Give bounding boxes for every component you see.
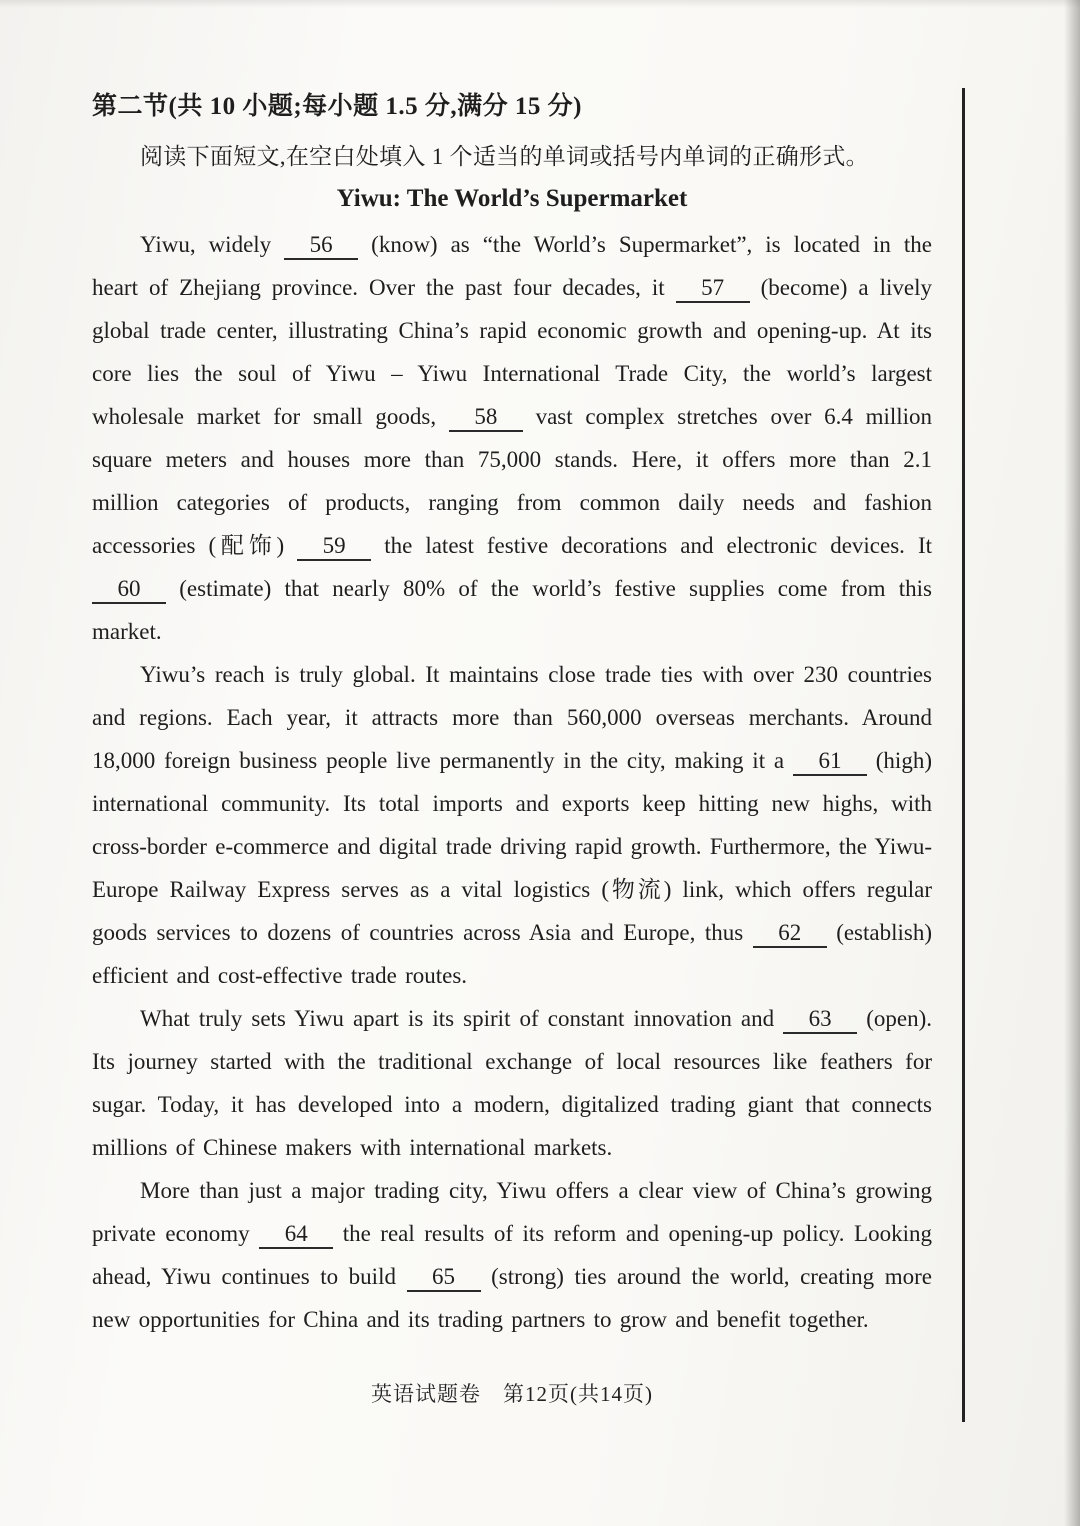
section-header: 第二节(共 10 小题;每小题 1.5 分,满分 15 分): [92, 93, 582, 120]
blank-56: 56: [284, 231, 358, 260]
blank-62: 62: [753, 919, 827, 948]
scan-edge-shadow: [1064, 0, 1080, 1526]
blank-64: 64: [259, 1220, 333, 1249]
right-border-rule: [962, 88, 965, 1422]
paragraph: More than just a major trading city, Yiwu offers a clear view of China’s growing private economy 64 the real results of its reform and opening-up policy. Looking ahead, Yiwu continues to build 65 (strong) ties around the world, creating more new opportunities for China and its trading partners to grow and benefit together.: [92, 1178, 932, 1332]
blank-63: 63: [783, 1005, 857, 1034]
blank-65: 65: [407, 1263, 481, 1292]
blank-57: 57: [676, 274, 750, 303]
page-content: [92, 86, 932, 1341]
passage: [92, 223, 932, 1341]
paragraph: Yiwu, widely 56 (know) as “the World’s Supermarket”, is located in the heart of Zhejiang province. Over the past four decades, it 57 (become) a lively global trade center, illustrating China’s rapid economic growth and opening-up. At its core lies the soul of Yiwu – Yiwu International Trade City, the world’s largest wholesale market for small goods, 58 vast complex stretches over 6.4 million square meters and houses more than 75,000 stands. Here, it offers more than 2.1 million categories of products, ranging from common daily needs and fashion accessories (配饰) 59 the latest festive decorations and electronic devices. It 60 (estimate) that nearly 80% of the world’s festive supplies come from this market.: [92, 232, 933, 644]
paragraph: Yiwu’s reach is truly global. It maintains close trade ties with over 230 countries and regions. Each year, it attracts more than 560,000 overseas merchants. Around 18,000 foreign business people live permanently in the city, making it a 61 (high) international community. Its total imports and exports keep hitting new highs, with cross-border e-commerce and digital trade driving rapid growth. Furthermore, the Yiwu-Europe Railway Express serves as a vital logistics (物流) link, which offers regular goods services to dozens of countries across Asia and Europe, thus 62 (establish) efficient and cost-effective trade routes.: [92, 662, 932, 988]
passage-title: Yiwu: The World’s Supermarket: [336, 185, 688, 212]
blank-59: 59: [297, 532, 371, 561]
section-instruction: 阅读下面短文,在空白处填入 1 个适当的单词或括号内单词的正确形式。: [140, 144, 869, 169]
blank-60: 60: [92, 575, 166, 604]
scan-top-shadow: [0, 0, 1080, 8]
blank-58: 58: [449, 403, 523, 432]
page-footer: 英语试题卷 第12页(共14页): [371, 1382, 653, 1406]
blank-61: 61: [793, 747, 867, 776]
paragraph: What truly sets Yiwu apart is its spirit of constant innovation and 63 (open). Its journey started with the traditional exchange of local resources like feathers for sugar. Today, it has developed into a modern, digitalized trading giant that connects millions of Chinese makers with international markets.: [92, 1006, 932, 1160]
